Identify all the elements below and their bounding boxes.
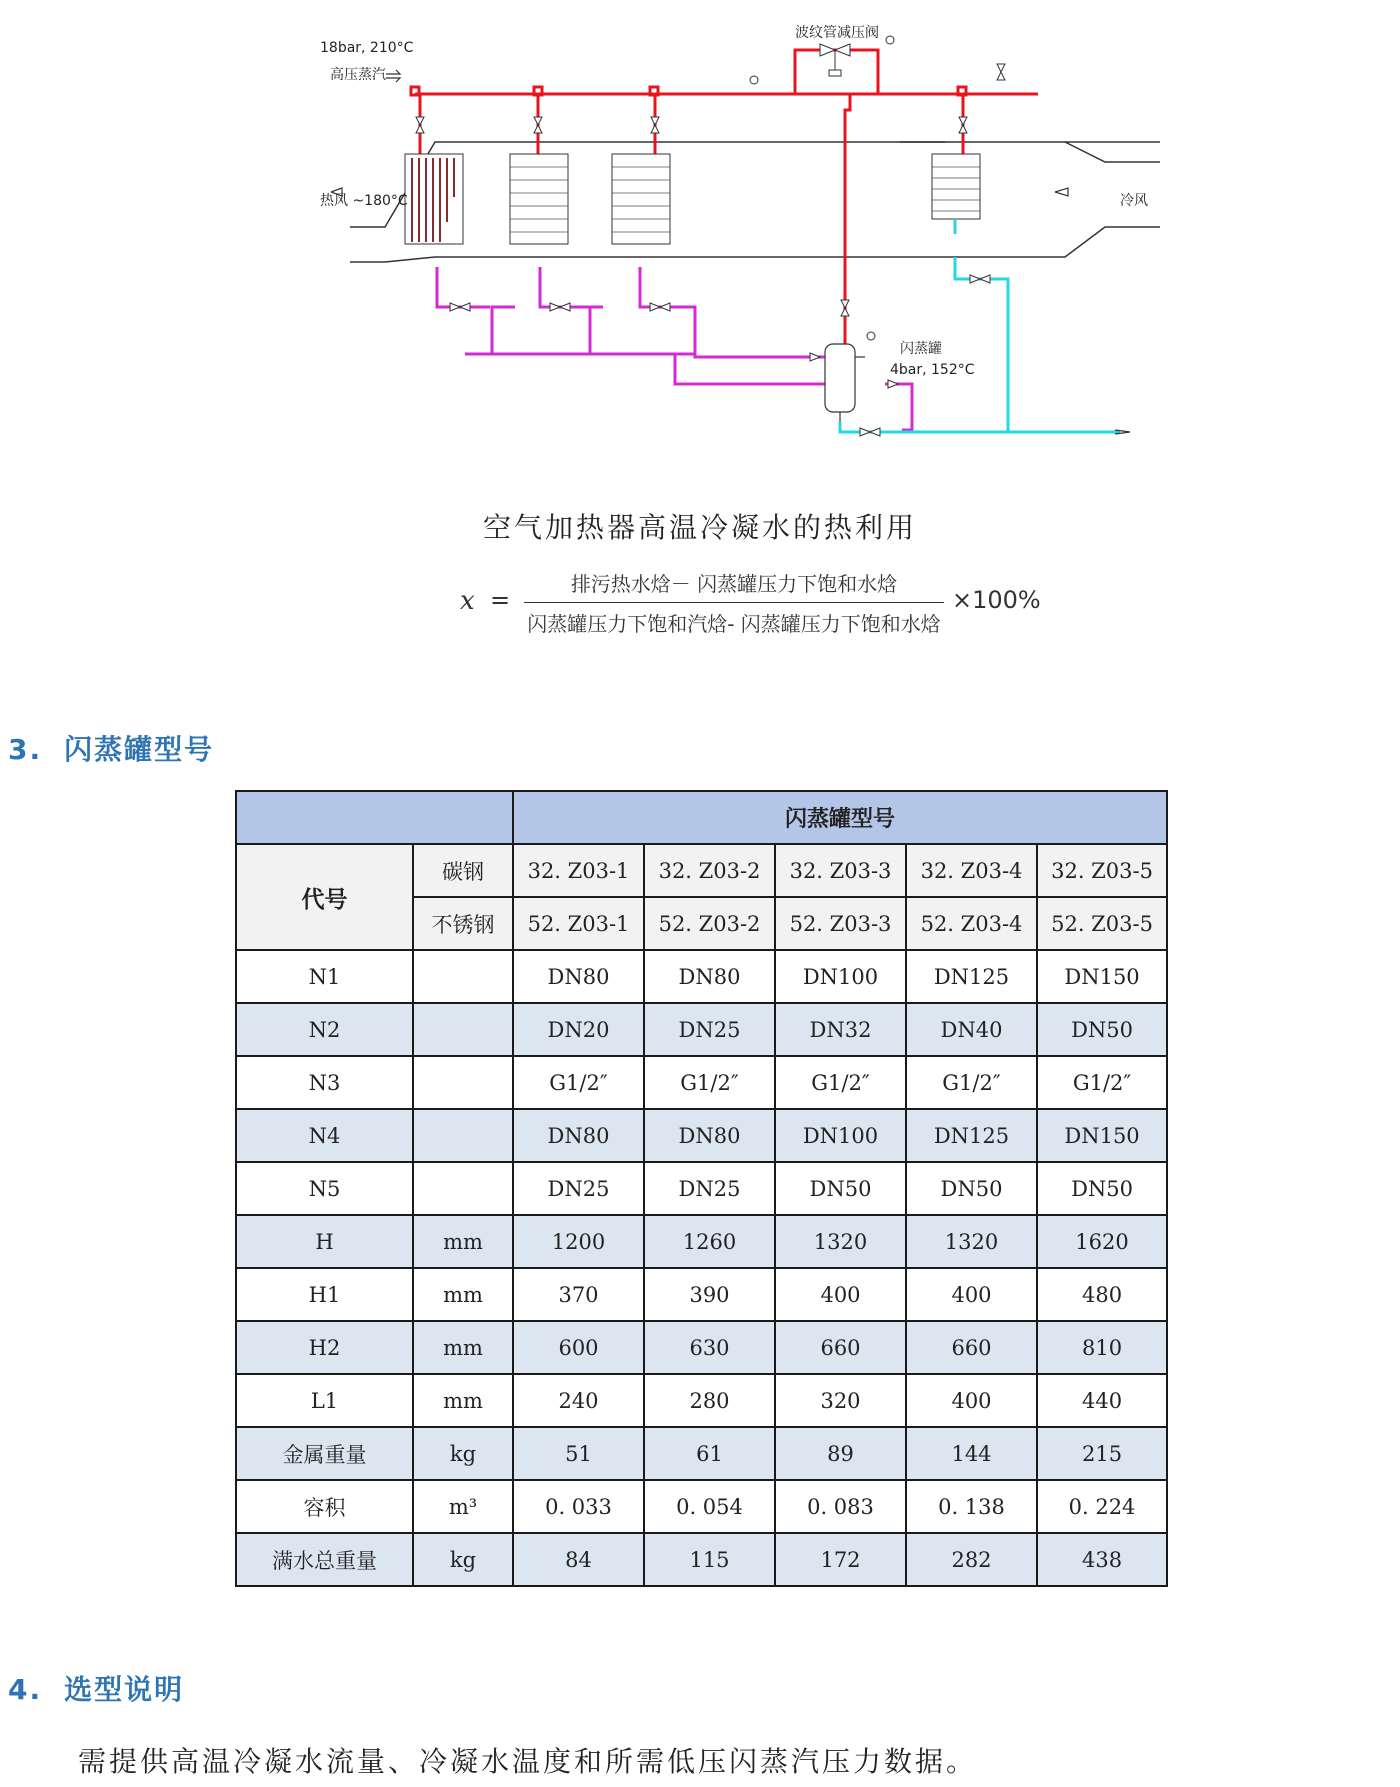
value-cell: DN50 xyxy=(775,1162,906,1215)
table-row xyxy=(236,1480,1167,1533)
flash-tank xyxy=(825,344,865,422)
table-row xyxy=(236,950,1167,1003)
row-unit-cell: mm xyxy=(413,1374,513,1427)
steam-label: 高压蒸汽 xyxy=(330,67,386,83)
row-name-cell: 金属重量 xyxy=(236,1427,413,1480)
table-row xyxy=(236,1268,1167,1321)
process-diagram-svg xyxy=(320,22,1160,462)
row-unit-cell xyxy=(413,1003,513,1056)
value-cell: DN50 xyxy=(906,1162,1037,1215)
table-corner-cell xyxy=(236,791,513,844)
value-cell: 400 xyxy=(775,1268,906,1321)
value-cell: 61 xyxy=(644,1427,775,1480)
row-unit-cell: mm xyxy=(413,1215,513,1268)
table-row xyxy=(236,1162,1167,1215)
value-cell: 600 xyxy=(513,1321,644,1374)
value-cell: 370 xyxy=(513,1268,644,1321)
section-4-heading xyxy=(8,1668,184,1708)
value-cell: DN80 xyxy=(513,950,644,1003)
value-cell: DN25 xyxy=(644,1162,775,1215)
row-unit-cell xyxy=(413,1056,513,1109)
row-unit-cell: mm xyxy=(413,1268,513,1321)
value-cell: 660 xyxy=(775,1321,906,1374)
value-cell: 215 xyxy=(1037,1427,1167,1480)
row-name-cell: H1 xyxy=(236,1268,413,1321)
value-cell: DN150 xyxy=(1037,950,1167,1003)
value-cell: DN100 xyxy=(775,1109,906,1162)
value-cell: DN150 xyxy=(1037,1109,1167,1162)
table-row xyxy=(236,1321,1167,1374)
value-cell: 280 xyxy=(644,1374,775,1427)
value-cell: 1320 xyxy=(906,1215,1037,1268)
low-temp-water-piping xyxy=(840,219,1120,432)
row-name-cell: 满水总重量 xyxy=(236,1533,413,1586)
table-row xyxy=(236,1427,1167,1480)
value-cell: DN100 xyxy=(775,950,906,1003)
formula-equals: = xyxy=(490,586,511,614)
row-name-cell: N5 xyxy=(236,1162,413,1215)
table-row xyxy=(236,1109,1167,1162)
row-name-cell: N4 xyxy=(236,1109,413,1162)
prv-label: 波纹管减压阀 xyxy=(795,25,879,41)
model-cell: 32. Z03-5 xyxy=(1037,844,1167,897)
flash-tank-spec-table xyxy=(235,790,1168,1587)
value-cell: 172 xyxy=(775,1533,906,1586)
value-cell: 115 xyxy=(644,1533,775,1586)
section-3-heading xyxy=(8,728,214,768)
process-diagram xyxy=(320,22,1160,462)
value-cell: DN25 xyxy=(513,1162,644,1215)
value-cell: DN80 xyxy=(644,1109,775,1162)
model-cell: 52. Z03-1 xyxy=(513,897,644,950)
section-3-number: 3. xyxy=(8,733,43,766)
flash-tank-spec-label: 4bar, 152°C xyxy=(890,362,975,378)
model-cell: 32. Z03-1 xyxy=(513,844,644,897)
row-unit-cell: kg xyxy=(413,1427,513,1480)
table-row xyxy=(236,1215,1167,1268)
value-cell: 390 xyxy=(644,1268,775,1321)
row-name-cell: 容积 xyxy=(236,1480,413,1533)
row-unit-cell xyxy=(413,950,513,1003)
table-row xyxy=(236,1056,1167,1109)
value-cell: G1/2″ xyxy=(1037,1056,1167,1109)
flow-arrows xyxy=(331,70,1130,434)
value-cell: 1620 xyxy=(1037,1215,1167,1268)
row-unit-cell: kg xyxy=(413,1533,513,1586)
value-cell: G1/2″ xyxy=(513,1056,644,1109)
hot-air-label: 热风 ~180°C xyxy=(320,193,408,209)
section-4-number: 4. xyxy=(8,1673,43,1706)
table-row xyxy=(236,1003,1167,1056)
formula-multiplier: ×100% xyxy=(952,586,1041,614)
formula-numerator: 排污热水焓－ 闪蒸罐压力下饱和水焓 xyxy=(570,572,898,596)
value-cell: 282 xyxy=(906,1533,1037,1586)
diagram-caption: 空气加热器高温冷凝水的热利用 xyxy=(482,511,917,544)
value-cell: 400 xyxy=(906,1374,1037,1427)
heater-coils xyxy=(405,154,980,244)
value-cell: DN20 xyxy=(513,1003,644,1056)
model-cell: 52. Z03-3 xyxy=(775,897,906,950)
value-cell: G1/2″ xyxy=(906,1056,1037,1109)
model-cell: 52. Z03-5 xyxy=(1037,897,1167,950)
value-cell: 0. 083 xyxy=(775,1480,906,1533)
value-cell: 89 xyxy=(775,1427,906,1480)
formula-fraction-bar xyxy=(524,602,944,603)
steam-spec-label: 18bar, 210°C xyxy=(320,40,414,56)
value-cell: 480 xyxy=(1037,1268,1167,1321)
duct-right-top xyxy=(1065,142,1160,162)
value-cell: DN125 xyxy=(906,950,1037,1003)
value-cell: 0. 138 xyxy=(906,1480,1037,1533)
model-cell: 32. Z03-3 xyxy=(775,844,906,897)
row-name-cell: H xyxy=(236,1215,413,1268)
section-4-title: 选型说明 xyxy=(64,1673,185,1706)
valve-symbols xyxy=(416,36,1005,340)
section-3-title: 闪蒸罐型号 xyxy=(64,733,215,766)
value-cell: DN50 xyxy=(1037,1003,1167,1056)
row-unit-cell: mm xyxy=(413,1321,513,1374)
value-cell: 440 xyxy=(1037,1374,1167,1427)
duct-right-end xyxy=(930,227,1160,257)
value-cell: 320 xyxy=(775,1374,906,1427)
row-name-cell: N3 xyxy=(236,1056,413,1109)
row-name-cell: H2 xyxy=(236,1321,413,1374)
value-cell: DN50 xyxy=(1037,1162,1167,1215)
flash-tank-label: 闪蒸罐 xyxy=(900,341,942,357)
flash-ratio-formula xyxy=(460,568,1080,638)
model-cell: 52. Z03-4 xyxy=(906,897,1037,950)
value-cell: 660 xyxy=(906,1321,1037,1374)
table-model-row-carbon xyxy=(236,844,1167,897)
row-name-cell: L1 xyxy=(236,1374,413,1427)
value-cell: DN32 xyxy=(775,1003,906,1056)
air-duct xyxy=(350,142,1160,262)
value-cell: 438 xyxy=(1037,1533,1167,1586)
table-row xyxy=(236,1374,1167,1427)
value-cell: DN25 xyxy=(644,1003,775,1056)
value-cell: G1/2″ xyxy=(644,1056,775,1109)
selection-note: 需提供高温冷凝水流量、冷凝水温度和所需低压闪蒸汽压力数据。 xyxy=(78,1745,978,1778)
row-name-cell: N2 xyxy=(236,1003,413,1056)
value-cell: DN125 xyxy=(906,1109,1037,1162)
value-cell: DN80 xyxy=(644,950,775,1003)
formula-variable: x xyxy=(460,586,475,616)
value-cell: 810 xyxy=(1037,1321,1167,1374)
value-cell: DN80 xyxy=(513,1109,644,1162)
material-label: 碳钢 xyxy=(413,844,513,897)
value-cell: DN40 xyxy=(906,1003,1037,1056)
value-cell: 51 xyxy=(513,1427,644,1480)
value-cell: 0. 033 xyxy=(513,1480,644,1533)
value-cell: 1320 xyxy=(775,1215,906,1268)
row-unit-cell xyxy=(413,1109,513,1162)
row-unit-cell xyxy=(413,1162,513,1215)
value-cell: 630 xyxy=(644,1321,775,1374)
value-cell: 400 xyxy=(906,1268,1037,1321)
value-cell: 1200 xyxy=(513,1215,644,1268)
value-cell: 144 xyxy=(906,1427,1037,1480)
row-name-cell: N1 xyxy=(236,950,413,1003)
heater-coil-lines xyxy=(510,167,980,232)
material-label: 不锈钢 xyxy=(413,897,513,950)
value-cell: 0. 054 xyxy=(644,1480,775,1533)
cold-air-label: 冷风 xyxy=(1120,193,1148,209)
value-cell: 240 xyxy=(513,1374,644,1427)
value-cell: 0. 224 xyxy=(1037,1480,1167,1533)
value-cell: 84 xyxy=(513,1533,644,1586)
formula-denominator: 闪蒸罐压力下饱和汽焓- 闪蒸罐压力下饱和水焓 xyxy=(527,612,941,636)
table-group-header: 闪蒸罐型号 xyxy=(513,791,1167,844)
model-cell: 32. Z03-2 xyxy=(644,844,775,897)
value-cell: G1/2″ xyxy=(775,1056,906,1109)
model-cell: 32. Z03-4 xyxy=(906,844,1037,897)
table-group-header-row xyxy=(236,791,1167,844)
row-unit-cell: m³ xyxy=(413,1480,513,1533)
value-cell: 1260 xyxy=(644,1215,775,1268)
table-row xyxy=(236,1533,1167,1586)
model-cell: 52. Z03-2 xyxy=(644,897,775,950)
code-label-cell: 代号 xyxy=(236,844,413,950)
